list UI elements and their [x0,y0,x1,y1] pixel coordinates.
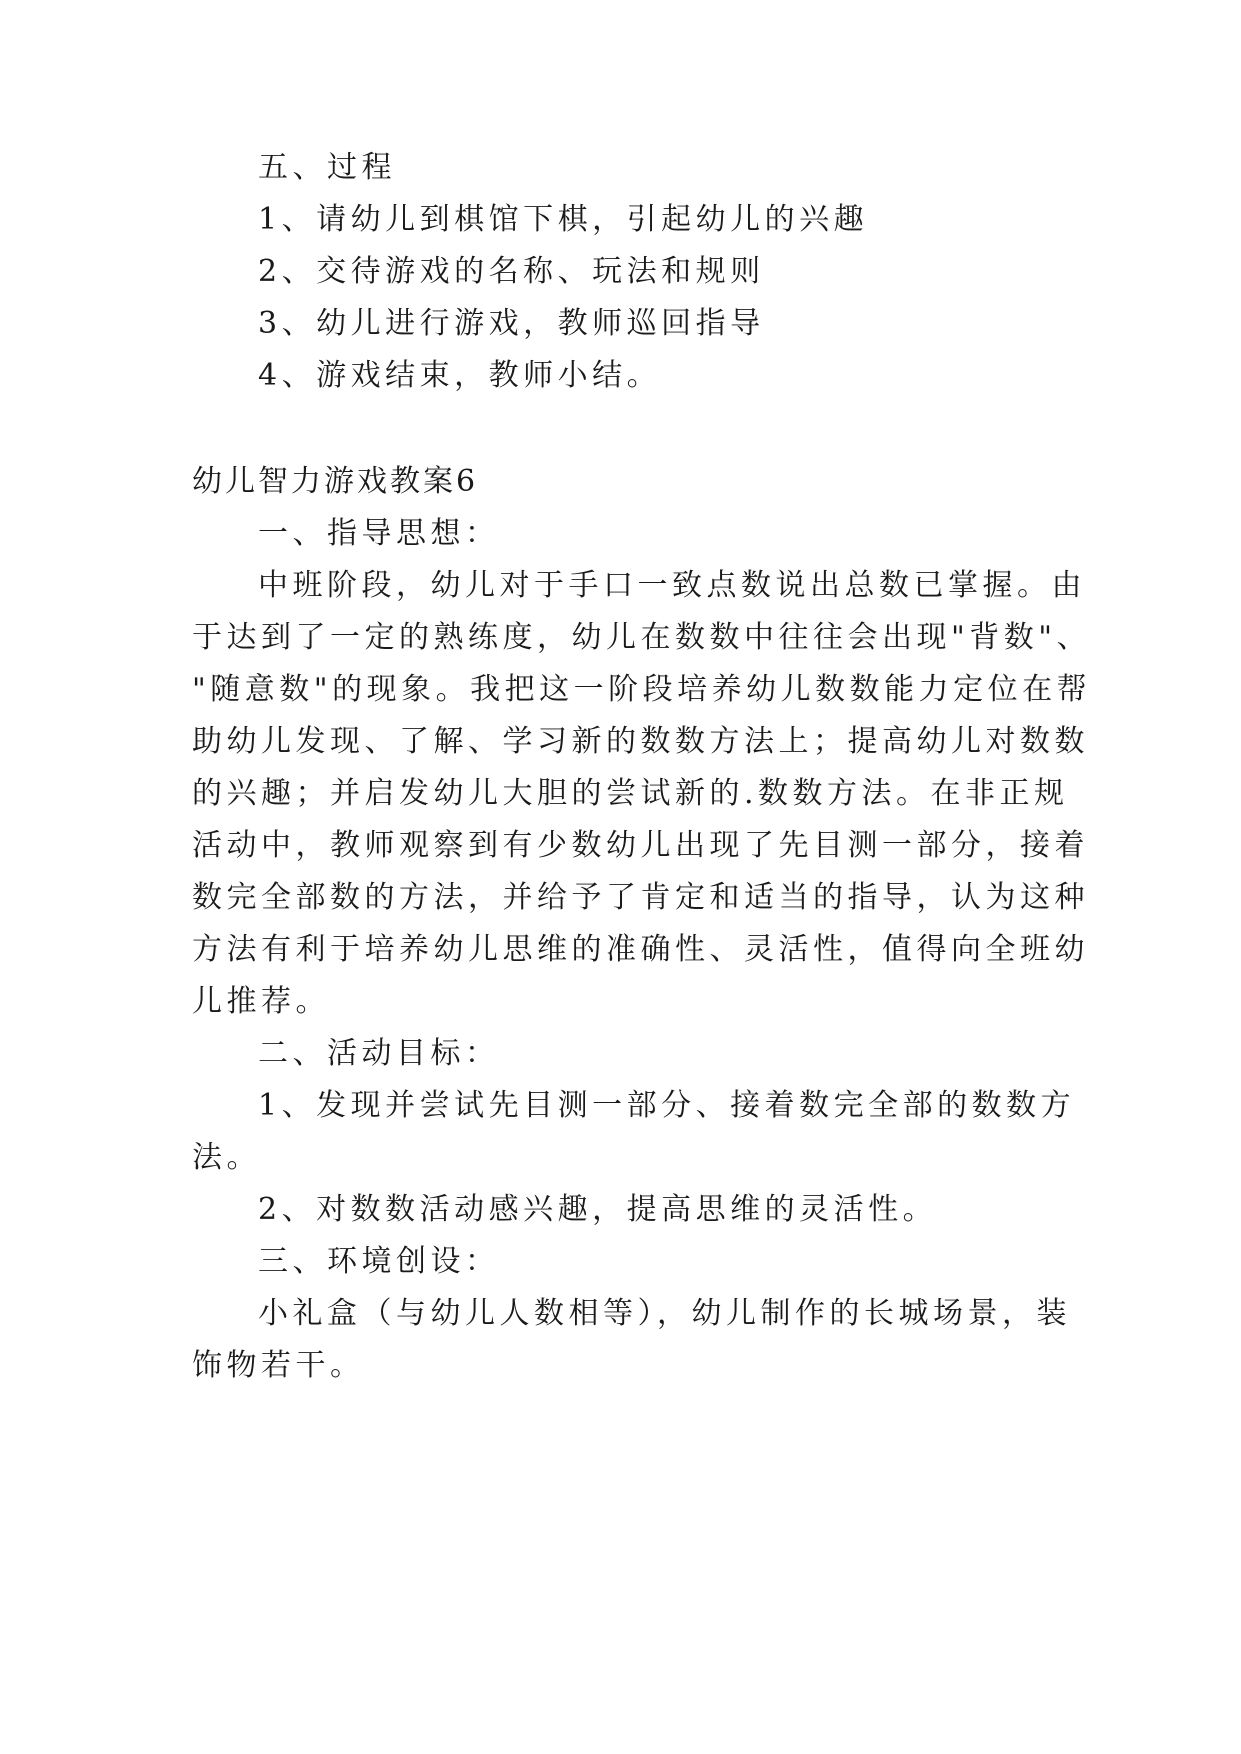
process-step-2: 2、交待游戏的名称、玩法和规则 [258,254,765,289]
section-heading-goals: 二、活动目标： [258,1036,500,1071]
paragraph-line: 助幼儿发现、了解、学习新的数数方法上；提高幼儿对数数 [192,724,1089,759]
section-heading-environment: 三、环境创设： [258,1244,500,1279]
paragraph-line: 的兴趣；并启发幼儿大胆的尝试新的.数数方法。在非正规 [192,776,1069,811]
process-step-3: 3、幼儿进行游戏，教师巡回指导 [258,306,765,341]
process-step-4: 4、游戏结束，教师小结。 [258,358,662,393]
paragraph-line: 数完全部数的方法，并给予了肯定和适当的指导，认为这种 [192,880,1089,915]
section-heading-guiding: 一、指导思想： [258,516,500,551]
goal-1-line: 1、发现并尝试先目测一部分、接着数完全部的数数方 [258,1088,1076,1123]
paragraph-line: 于达到了一定的熟练度，幼儿在数数中往往会出现"背数"、 [192,620,1092,655]
document-title: 幼儿智力游戏教案6 [192,464,479,499]
paragraph-line: 儿推荐。 [192,984,330,1019]
goal-1-line: 法。 [192,1140,261,1175]
paragraph-line: 活动中，教师观察到有少数幼儿出现了先目测一部分，接着 [192,828,1089,863]
goal-2: 2、对数数活动感兴趣，提高思维的灵活性。 [258,1192,938,1227]
process-step-1: 1、请幼儿到棋馆下棋，引起幼儿的兴趣 [258,202,869,237]
paragraph-line: "随意数"的现象。我把这一阶段培养幼儿数数能力定位在帮 [192,672,1092,707]
section-heading-process: 五、过程 [258,150,396,185]
paragraph-line: 方法有利于培养幼儿思维的准确性、灵活性，值得向全班幼 [192,932,1089,967]
environment-line: 饰物若干。 [192,1348,365,1383]
paragraph-line: 中班阶段，幼儿对于手口一致点数说出总数已掌握。由 [258,568,1086,603]
environment-line: 小礼盒（与幼儿人数相等），幼儿制作的长城场景，装 [258,1296,1071,1331]
